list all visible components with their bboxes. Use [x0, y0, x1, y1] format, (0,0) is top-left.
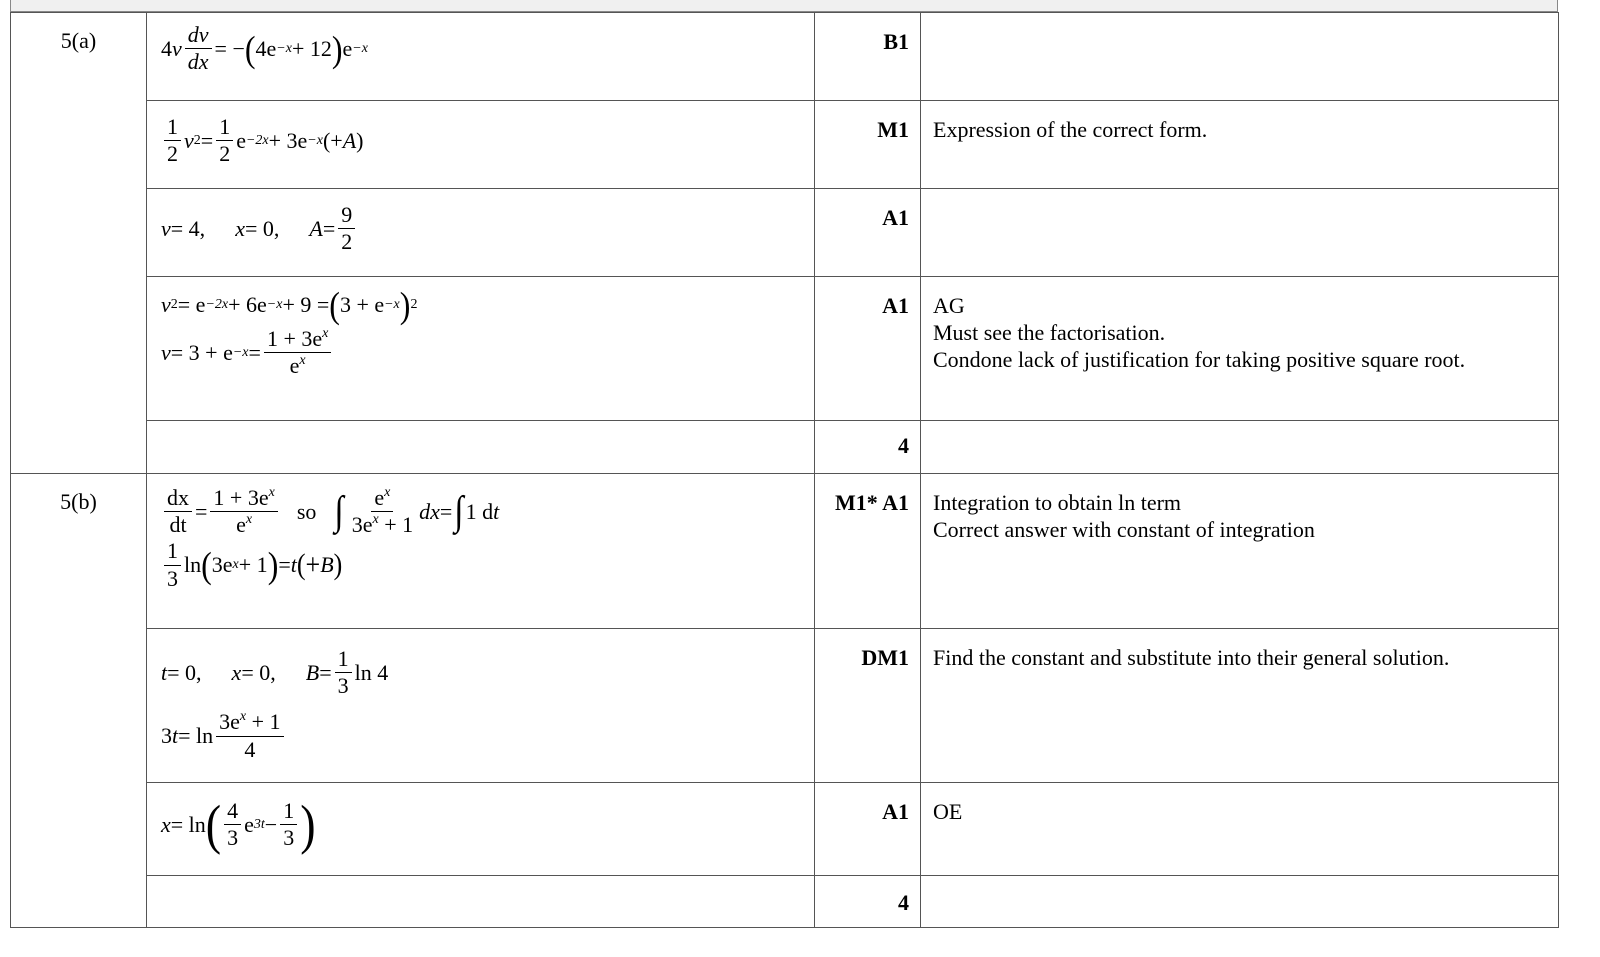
mark-code: A1 [815, 277, 921, 421]
guidance-line: Expression of the correct form. [933, 117, 1208, 142]
mark-code: B1 [815, 13, 921, 101]
equation: t = 0, x = 0, B = $\frac{1}{3}$ ln 4 [161, 646, 389, 699]
guidance-line: Find the constant and substitute into their general solution. [933, 645, 1450, 670]
total-marks: 4 [815, 421, 921, 474]
table-row [11, 189, 1559, 277]
guidance-line: Must see the factorisation. [933, 320, 1166, 345]
guidance-cell [921, 783, 1559, 876]
guidance-line: Integration to obtain ln term [933, 490, 1182, 515]
guidance-line: OE [933, 799, 963, 824]
total-marks: 4 [815, 876, 921, 928]
answer-cell [147, 474, 815, 629]
answer-cell [147, 783, 815, 876]
answer-cell [147, 421, 815, 474]
equation: $\frac{1}{3}$ ln ( 3e x + 1 ) = t (+ B ) [161, 539, 802, 590]
table-row [11, 783, 1559, 876]
table-row [11, 474, 1559, 629]
question-label: 5(a) [11, 13, 147, 474]
equation: 3 t = ln $\frac{3e^x + 1}{4}$ [161, 710, 802, 761]
answer-cell [147, 189, 815, 277]
guidance-cell [921, 474, 1559, 629]
mark-scheme-table [10, 12, 1559, 928]
table-top-strip [10, 0, 1558, 12]
equation: $\frac{dx}{dt}$ = $\frac{1 + 3e^x}{e^x}$ so ∫ $\frac{e^x}{3e^x + 1}$ dx = ∫ 1 d t [161, 486, 802, 537]
equation: v = 3 + e −x = $\frac{1 + 3e^x}{e^x}$ [161, 327, 802, 378]
answer-cell [147, 629, 815, 783]
table-row [11, 13, 1559, 101]
guidance-cell [921, 876, 1559, 928]
guidance-cell [921, 189, 1559, 277]
answer-cell [147, 13, 815, 101]
guidance-line: Condone lack of justification for taking positive square root. [933, 347, 1466, 372]
mark-code: DM1 [815, 629, 921, 783]
mark-code: A1 [815, 783, 921, 876]
table-row [11, 876, 1559, 928]
equation: 4 v $\frac{dv}{dx}$ = − ( 4e −x + 12 ) e −x [161, 22, 368, 75]
table-row [11, 277, 1559, 421]
table-row [11, 421, 1559, 474]
answer-cell [147, 876, 815, 928]
table-row [11, 101, 1559, 189]
mark-code: M1* A1 [815, 474, 921, 629]
table-row [11, 629, 1559, 783]
equation: $\frac{1}{2}$ v 2 = $\frac{1}{2}$ e −2x + 3e −x (+ A ) [161, 115, 802, 166]
guidance-cell [921, 421, 1559, 474]
question-label: 5(b) [11, 474, 147, 928]
equation: v 2 = e −2x + 6e −x + 9 = ( 3 + e −x ) 2 [161, 284, 418, 326]
guidance-cell [921, 13, 1559, 101]
guidance-cell [921, 629, 1559, 783]
guidance-cell [921, 101, 1559, 189]
answer-cell [147, 101, 815, 189]
equation: v = 4, x = 0, A = $\frac{9}{2}$ [161, 203, 802, 254]
mark-code: A1 [815, 189, 921, 277]
guidance-line: AG [933, 293, 965, 318]
answer-cell [147, 277, 815, 421]
guidance-line: Correct answer with constant of integration [933, 517, 1315, 542]
equation: x = ln ( $\frac{4}{3}$ e 3t − $\frac{1}{3}$ ) [161, 793, 316, 855]
guidance-cell [921, 277, 1559, 421]
mark-code: M1 [815, 101, 921, 189]
